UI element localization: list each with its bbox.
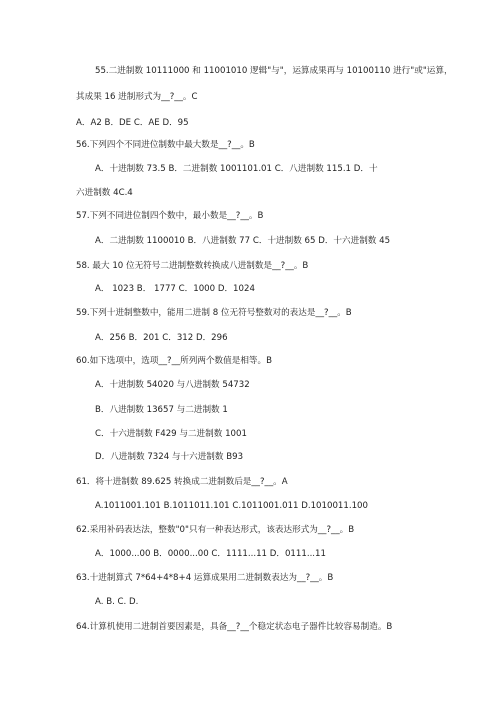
question-58-text: 58. 最大 10 位无符号二进制整数转换成八进制数是__?__。B (76, 261, 309, 271)
question-55-text: 55.二进制数 10111000 和 11001010 逻辑"与"，运算成果再与 10100110 进行"或"运算， (95, 66, 453, 76)
question-55-options: A．A2 B．DE C．AE D．95 (76, 118, 189, 128)
question-55-text-cont: 其成果 16 进制形式为__?__。C (76, 92, 198, 102)
question-60-option-d: D．八进制数 7324 与十六进制数 B93 (95, 452, 244, 462)
question-60-option-a: A．十进制数 54020 与八进制数 54732 (95, 380, 250, 390)
question-62-text: 62.采用补码表达法，整数"0"只有一种表达形式，该表达形式为__?__。B (76, 525, 355, 535)
question-62-options: A．1000...00 B．0000...00 C．1111...11 D．0111...11 (95, 549, 326, 559)
question-57-text: 57.下列不同进位制四个数中，最小数是__?__。B (76, 211, 264, 221)
question-63-options: A. B. C. D. (95, 597, 139, 607)
question-59-text: 59.下列十进制整数中，能用二进制 8 位无符号整数对的表达是__?__。B (76, 308, 352, 318)
question-61-text: 61．将十进制数 89.625 转换成二进制数后是__?__。A (76, 477, 288, 487)
question-56-options: A．十进制数 73.5 B．二进制数 1001101.01 C．八进制数 115.1 D．十 (95, 164, 378, 174)
question-59-options: A．256 B．201 C．312 D．296 (95, 333, 228, 343)
question-56-text: 56.下列四个不同进位制数中最大数是__?__。B (76, 140, 255, 150)
question-61-options: A.1011001.101 B.1011011.101 C.1011001.011 D.1010011.100 (95, 501, 368, 511)
question-60-text: 60.如下选项中，选项__?__所列两个数值是相等。B (76, 356, 272, 366)
question-58-options: A． 1023 B． 1777 C．1000 D．1024 (95, 284, 255, 294)
question-60-option-b: B．八进制数 13657 与二进制数 1 (95, 405, 228, 415)
question-56-options-cont: 六进制数 4C.4 (76, 188, 133, 198)
question-63-text: 63.十进制算式 7*64+4*8+4 运算成果用二进制数表达为__?__。B (76, 573, 334, 583)
question-57-options: A．二进制数 1100010 B．八进制数 77 C．十进制数 65 D．十六进制数 45 (95, 236, 391, 246)
question-60-option-c: C．十六进制数 F429 与二进制数 1001 (95, 429, 247, 439)
question-64-text: 64.计算机使用二进制首要因素是，具备__?__个稳定状态电子器件比较容易制造。B (76, 622, 393, 632)
